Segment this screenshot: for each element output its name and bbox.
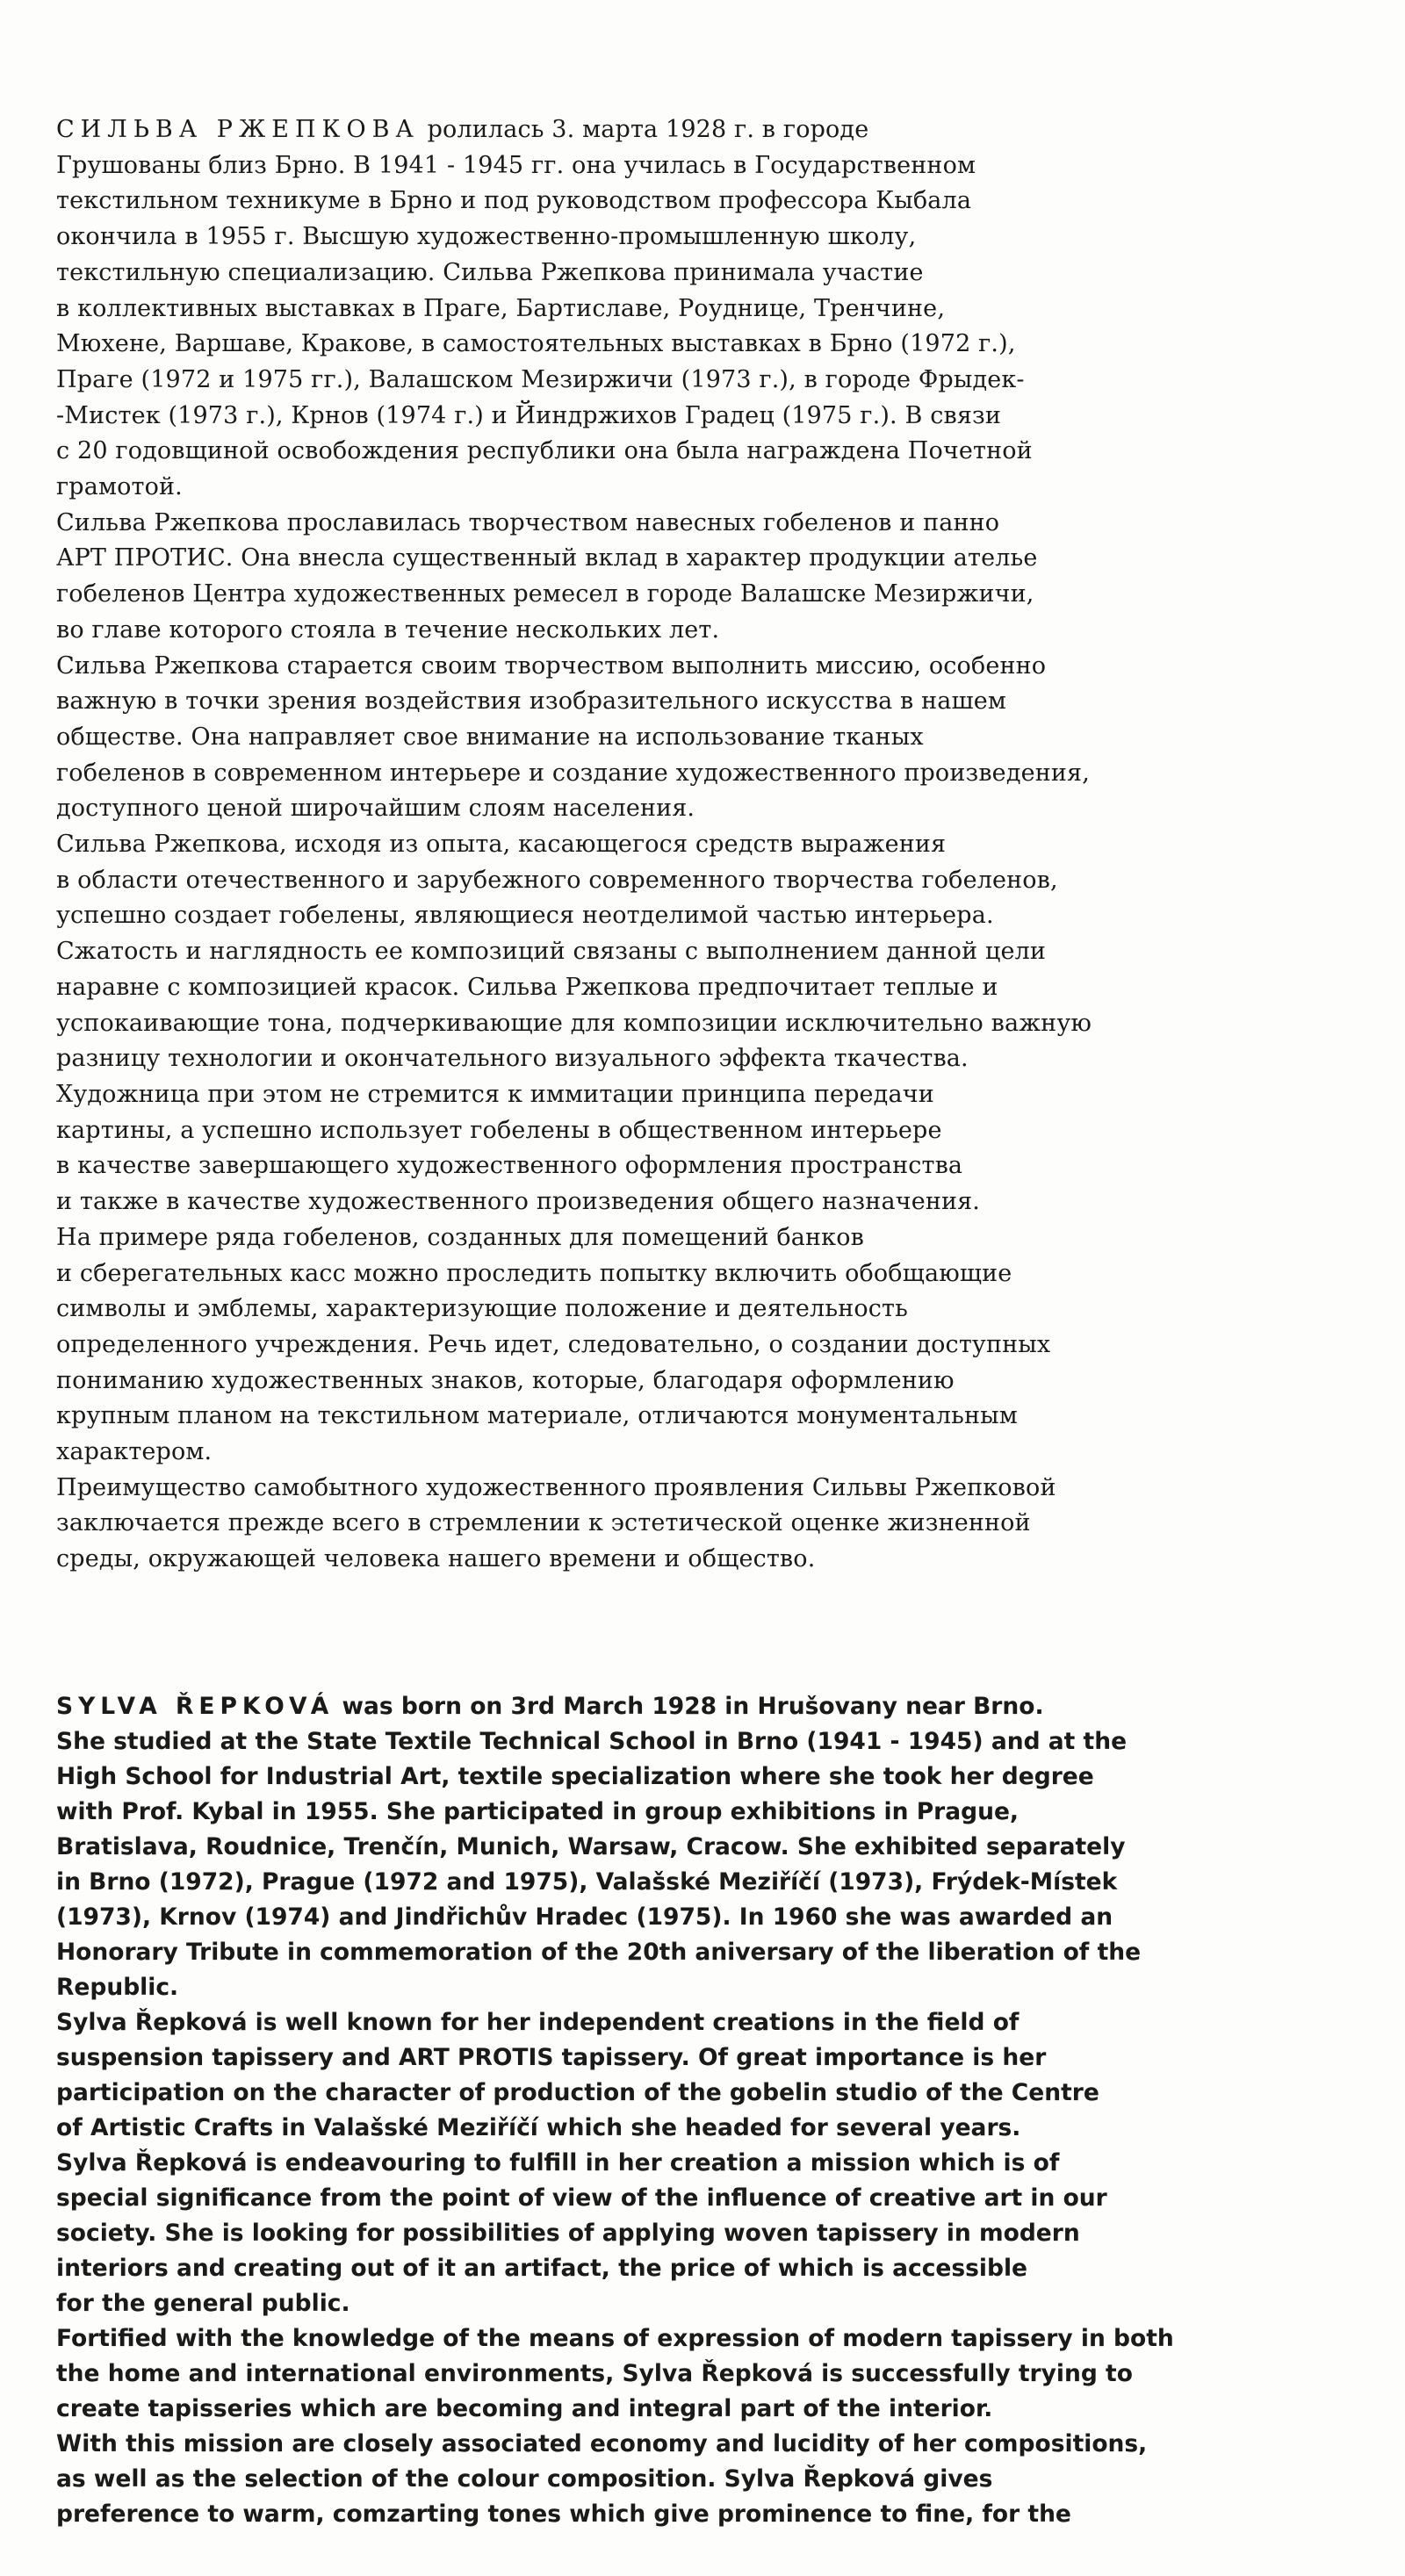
russian-line: среды, окружающей человека нашего времени и общество.: [56, 1545, 816, 1573]
english-line: special significance from the point of view of the influence of creative art in our: [56, 2184, 1107, 2212]
english-line: Honorary Tribute in commemoration of the 20th aniversary of the liberation of the: [56, 1939, 1142, 1966]
russian-line: пониманию художественных знаков, которые, благодаря оформлению: [56, 1366, 955, 1394]
russian-line: характером.: [56, 1438, 213, 1466]
russian-line: -Мистек (1973 г.), Крнов (1974 г.) и Йиндржихов Градец (1975 г.). В связи: [56, 401, 1002, 429]
russian-line: важную в точки зрения воздействия изобразительного искусства в нашем: [56, 687, 1007, 716]
english-line: as well as the selection of the colour composition. Sylva Řepková gives: [56, 2465, 993, 2493]
english-line: create tapisseries which are becoming and integral part of the interior.: [56, 2395, 993, 2422]
russian-line: обществе. Она направляет свое внимание на использование тканых: [56, 723, 924, 751]
russian-line: окончила в 1955 г. Высшую художественно-промышленную школу,: [56, 223, 917, 251]
english-line: Fortified with the knowledge of the means of expression of modern tapissery in both: [56, 2325, 1174, 2352]
russian-line: Сжатость и наглядность ее композиций связаны с выполнением данной цели: [56, 938, 1047, 966]
russian-line: наравне с композицией красок. Сильва Ржепкова предпочитает теплые и: [56, 973, 998, 1001]
russian-line: успокаивающие тона, подчеркивающие для композиции исключительно важную: [56, 1009, 1092, 1037]
russian-line: Мюхене, Варшаве, Кракове, в самостоятельных выставках в Брно (1972 г.),: [56, 330, 1016, 358]
english-line: Bratislava, Roudnice, Trenčín, Munich, Warsaw, Cracow. She exhibited separately: [56, 1833, 1126, 1860]
english-artist-name: SYLVA ŘEPKOVÁ: [56, 1693, 335, 1720]
russian-line: гобеленов в современном интерьере и создание художественного произведения,: [56, 759, 1090, 787]
english-line: Sylva Řepková is well known for her independent creations in the field of: [56, 2009, 1020, 2036]
english-line: (1973), Krnov (1974) and Jindřichův Hradec (1975). In 1960 she was awarded an: [56, 1903, 1113, 1931]
english-line-text: was born on 3rd March 1928 in Hrušovany near Brno.: [334, 1693, 1044, 1720]
english-line: of Artistic Crafts in Valašské Meziříčí which she headed for several years.: [56, 2114, 1021, 2141]
russian-line: текстильную специализацию. Сильва Ржепкова принимала участие: [56, 258, 924, 286]
russian-line: Сильва Ржепкова прославилась творчеством навесных гобеленов и панно: [56, 508, 1000, 536]
english-text-block: [56, 1689, 1373, 2532]
english-line: [56, 1689, 1373, 1724]
russian-line: символы и эмблемы, характеризующие положение и деятельность: [56, 1295, 908, 1323]
russian-line: во главе которого стояла в течение нескольких лет.: [56, 615, 720, 644]
russian-line: успешно создает гобелены, являющиеся неотделимой частью интерьера.: [56, 902, 994, 930]
english-line: interiors and creating out of it an artifact, the price of which is accessible: [56, 2255, 1028, 2282]
english-line: High School for Industrial Art, textile specialization where she took her degree: [56, 1763, 1094, 1790]
russian-line: На примере ряда гобеленов, созданных для помещений банков: [56, 1223, 864, 1251]
russian-line: в коллективных выставках в Праге, Бартиславе, Роуднице, Тренчине,: [56, 294, 946, 322]
russian-line: доступного ценой широчайшим слоям населения.: [56, 795, 695, 823]
russian-line: Сильва Ржепкова старается своим творчеством выполнить миссию, особенно: [56, 651, 1047, 680]
russian-line: Праге (1972 и 1975 гг.), Валашском Мезиржичи (1973 г.), в городе Фрыдек-: [56, 365, 1025, 393]
russian-line: в качестве завершающего художественного оформления пространства: [56, 1152, 963, 1180]
russian-line: АРТ ПРОТИС. Она внесла существенный вклад в характер продукции ателье: [56, 544, 1038, 572]
russian-line: Художница при этом не стремится к иммитации принципа передачи: [56, 1080, 934, 1108]
english-line: for the general public.: [56, 2290, 350, 2317]
russian-artist-name: СИЛЬВА РЖЕПКОВА: [56, 116, 420, 143]
russian-line: определенного учреждения. Речь идет, следовательно, о создании доступных: [56, 1330, 1051, 1358]
english-line: society. She is looking for possibilities of applying woven tapissery in modern: [56, 2220, 1080, 2247]
russian-line: в области отечественного и зарубежного современного творчества гобеленов,: [56, 866, 1058, 894]
russian-line: и сберегательных касс можно проследить попытку включить обобщающие: [56, 1259, 1012, 1287]
russian-line: гобеленов Центра художественных ремесел в городе Валашске Мезиржичи,: [56, 580, 1034, 608]
russian-line: Преимущество самобытного художественного проявления Сильвы Ржепковой: [56, 1473, 1056, 1501]
russian-line: разницу технологии и окончательного визуального эффекта ткачества.: [56, 1045, 969, 1073]
russian-line: Сильва Ржепкова, исходя из опыта, касающегося средств выражения: [56, 831, 947, 859]
english-line: in Brno (1972), Prague (1972 and 1975), Valašské Meziříčí (1973), Frýdek-Místek: [56, 1868, 1118, 1896]
english-line: suspension tapissery and ART PROTIS tapissery. Of great importance is her: [56, 2044, 1047, 2071]
english-line: She studied at the State Textile Technical School in Brno (1941 - 1945) and at the: [56, 1728, 1128, 1755]
russian-line: крупным планом на текстильном материале, отличаются монументальным: [56, 1402, 1018, 1430]
russian-text-block: [56, 112, 1356, 1578]
russian-line: Грушованы близ Брно. В 1941 - 1945 гг. она училась в Государственном: [56, 151, 976, 179]
english-line: With this mission are closely associated economy and lucidity of her compositions,: [56, 2430, 1148, 2457]
english-line: the home and international environments, Sylva Řepková is successfully trying to: [56, 2360, 1133, 2387]
russian-line-text: ролилась 3. марта 1928 г. в городе: [419, 116, 869, 143]
russian-line: с 20 годовщиной освобождения республики она была награждена Почетной: [56, 437, 1033, 465]
english-line: Sylva Řepková is endeavouring to fulfill in her creation a mission which is of: [56, 2149, 1060, 2177]
russian-line: картины, а успешно использует гобелены в общественном интерьере: [56, 1116, 942, 1144]
russian-line: заключается прежде всего в стремлении к эстетической оценке жизненной: [56, 1509, 1031, 1537]
english-line: participation on the character of production of the gobelin studio of the Centre: [56, 2079, 1099, 2106]
russian-line: текстильном техникуме в Брно и под руководством профессора Кыбала: [56, 187, 972, 215]
english-line: Republic.: [56, 1974, 179, 2001]
english-line: preference to warm, comzarting tones which give prominence to fine, for the: [56, 2500, 1071, 2528]
english-line: with Prof. Kybal in 1955. She participated in group exhibitions in Prague,: [56, 1798, 1019, 1825]
russian-line: и также в качестве художественного произведения общего назначения.: [56, 1188, 981, 1216]
russian-line: [56, 112, 1356, 148]
russian-line: грамотой.: [56, 473, 183, 501]
